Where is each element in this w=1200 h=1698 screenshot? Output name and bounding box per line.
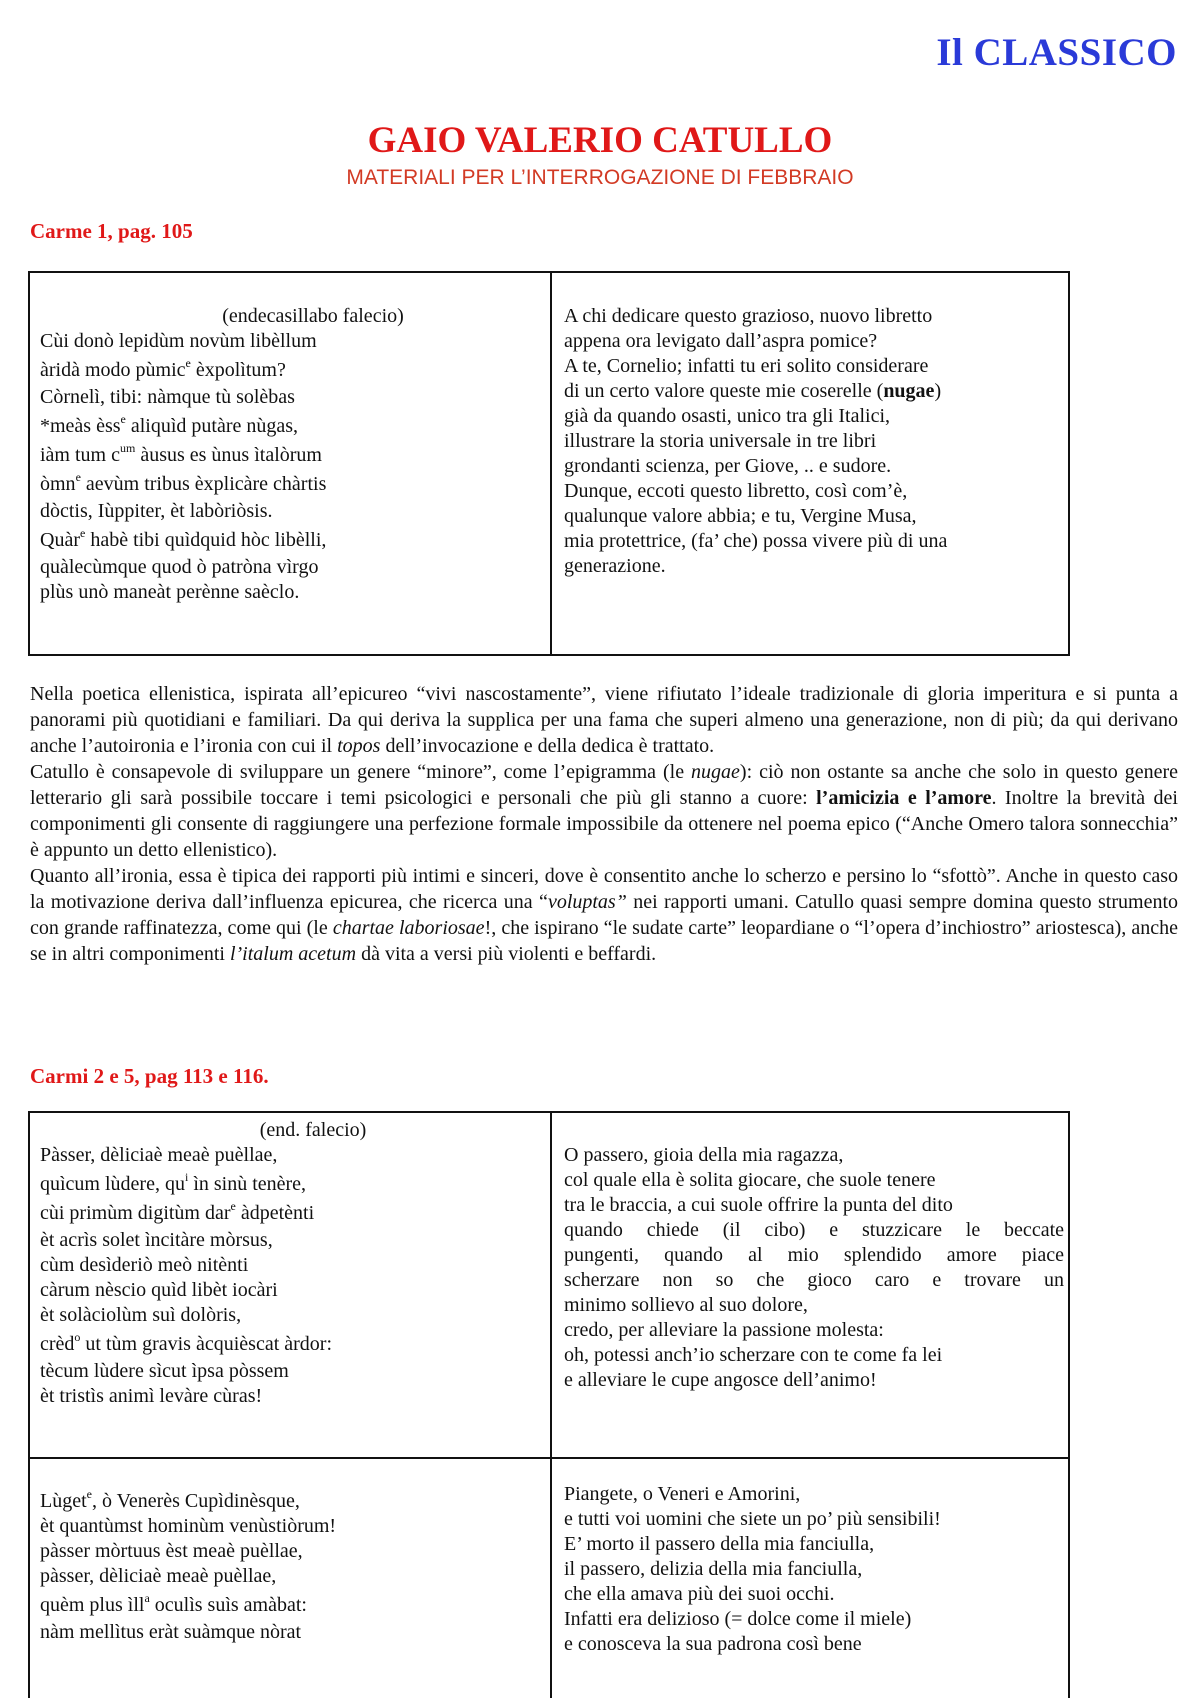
verse-line: crèd$^o$ ut tùm gravis àcquièscat àrdor: <box>40 1330 333 1355</box>
translation-line: Infatti era delizioso (= dolce come il miele) <box>564 1608 912 1630</box>
verse-line: èt quantùmst hominùm venùstiòrum! <box>40 1515 337 1537</box>
translation-line: qualunque valore abbia; e tu, Vergine Musa, <box>564 505 917 527</box>
meter-label: (end. falecio) <box>259 1119 367 1141</box>
translation-line: illustrare la storia universale in tre libri <box>564 430 877 452</box>
translation-line: che ella amava più dei suoi occhi. <box>564 1583 835 1605</box>
section-heading-carme-1: Carme 1, pag. 105 <box>30 219 193 243</box>
translation-line: E’ morto il passero della mia fanciulla, <box>564 1533 875 1555</box>
carme-1-table <box>28 271 1070 656</box>
brand-title: Il CLASSICO <box>936 31 1177 74</box>
translation-line: appena ora levigato dall’aspra pomice? <box>564 330 878 352</box>
translation-line: O passero, gioia della mia ragazza, <box>564 1144 844 1166</box>
italian-translation-column <box>564 304 1064 579</box>
translation-line: generazione. <box>564 555 666 577</box>
section-heading-carmi-2-5: Carmi 2 e 5, pag 113 e 116. <box>30 1064 269 1088</box>
latin-text-column-carme-3 <box>40 1489 540 1645</box>
verse-line: pàsser mòrtuus èst meaè puèllae, <box>40 1540 303 1562</box>
translation-line: grondanti scienza, per Giove, .. e sudore. <box>564 455 892 477</box>
verse-line: Lùget$^e$, ò Venerès Cupìdinèsque, <box>40 1487 300 1512</box>
commentary-paragraph: Catullo è consapevole di sviluppare un genere “minore”, come l’epigramma (le nugae): ciò non ostante sa anche che solo in questo genere letterario gli sarà possibile toccare i temi psicologici e personali che più gli stanno a cuore: l’amicizia e l’amore. Inoltre la brevità dei componimenti gli consente di raggiungere una perfezione formale impossibile da ottenere nel poema epico (“Anche Omero talora sonnecchia” è appunto un detto ellenistico). <box>30 761 1179 861</box>
verse-line: pàsser, dèliciaè meaè puèllae, <box>40 1565 277 1587</box>
translation-line: credo, per alleviare la passione molesta: <box>564 1319 884 1341</box>
verse-line: tècum lùdere sìcut ìpsa pòssem <box>40 1360 289 1382</box>
translation-line: di un certo valore queste mie coserelle (nugae) <box>564 380 942 402</box>
verse-line: dòctis, Iùppiter, èt labòriòsis. <box>40 500 273 522</box>
latin-text-column <box>40 304 540 605</box>
translation-line: e tutti voi uomini che siete un po’ più sensibili! <box>564 1508 941 1530</box>
commentary-paragraph: Nella poetica ellenistica, ispirata all’epicureo “vivi nascostamente”, viene rifiutato l’ideale tradizionale di gloria imperitura e si punta a panorami più quotidiani e familiari. Da qui deriva la supplica per una fama che superi almeno una generazione, non di più; da qui derivano anche l’autoironia e l’ironia con cui il topos dell’invocazione e della dedica è trattato. <box>30 683 1178 757</box>
italian-translation-column-carme-2 <box>564 1143 1064 1393</box>
verse-line: Cùi donò lepidùm novùm libèllum <box>40 330 317 352</box>
translation-line: già da quando osasti, unico tra gli Italici, <box>564 405 891 427</box>
verse-line: plùs unò maneàt perènne saèclo. <box>40 581 300 603</box>
translation-line: tra le braccia, a cui suole offrire la punta del dito <box>564 1194 953 1216</box>
translation-line: col quale ella è solita giocare, che suole tenere <box>564 1169 936 1191</box>
translation-line: mia protettrice, (fa’ che) possa vivere più di una <box>564 530 948 552</box>
verse-line: Quàr$^e$ habè tibi quìdquid hòc libèlli, <box>40 526 327 551</box>
translation-line: Dunque, eccoti questo libretto, così com’è, <box>564 480 908 502</box>
verse-line: òmn$^e$ aevùm tribus èxplicàre chàrtis <box>40 470 327 495</box>
verse-line: *meàs èss$^e$ aliquìd putàre nùgas, <box>40 412 299 437</box>
verse-line: èt tristìs animì levàre cùras! <box>40 1385 263 1407</box>
carmi-2-5-table <box>28 1111 1070 1698</box>
translation-line: A chi dedicare questo grazioso, nuovo libretto <box>564 305 933 327</box>
row-divider <box>30 1457 1068 1459</box>
verse-line: quàlecùmque quod ò patròna vìrgo <box>40 556 319 578</box>
translation-line: A te, Cornelio; infatti tu eri solito considerare <box>564 355 929 377</box>
verse-line: nàm mellìtus eràt suàmque nòrat <box>40 1621 302 1643</box>
verse-line: quìcum lùdere, $qu^i$ ìn sinù tenère, <box>40 1170 307 1195</box>
italian-translation-column-carme-3 <box>564 1482 1064 1657</box>
translation-line: e alleviare le cupe angosce dell’animo! <box>564 1369 877 1391</box>
verse-line: quèm plus ìll$^a$ oculìs suìs amàbat: <box>40 1591 307 1616</box>
verse-line: èt solàciolùm suì dolòris, <box>40 1304 242 1326</box>
column-divider <box>550 1113 552 1698</box>
verse-line: àridà modo pùmic$^e$ èxpolìtum? <box>40 356 286 381</box>
page-subtitle: MATERIALI PER L’INTERROGAZIONE DI FEBBRAIO <box>346 166 854 189</box>
latin-text-column-carme-2 <box>40 1118 540 1409</box>
verse-line: cùm desìderiò meò nitènti <box>40 1254 249 1276</box>
commentary-paragraph: Quanto all’ironia, essa è tipica dei rapporti più intimi e sinceri, dove è consentito anche lo scherzo e persino lo “sfottò”. Anche in questo caso la motivazione deriva dall’influenza epicurea, che ricerca una “voluptas” nei rapporti umani. Catullo quasi sempre domina questo strumento con grande raffinatezza, come qui (le chartae laboriosae!, che ispirano “le sudate carte” leopardiane o “l’opera d’inchiostro” ariostesca), anche se in altri componimenti l’italum acetum dà vita a versi più violenti e beffardi. <box>30 865 1179 965</box>
translation-line: oh, potessi anch’io scherzare con te come fa lei <box>564 1344 943 1366</box>
column-divider <box>550 273 552 654</box>
meter-label: (endecasillabo falecio) <box>222 305 404 327</box>
translation-line: minimo sollievo al suo dolore, <box>564 1294 808 1316</box>
verse-line: Pàsser, dèliciaè meaè puèllae, <box>40 1144 278 1166</box>
translation-line: il passero, delizia della mia fanciulla, <box>564 1558 863 1580</box>
page-title: GAIO VALERIO CATULLO <box>367 120 833 161</box>
translation-line: Piangete, o Veneri e Amorini, <box>564 1483 801 1505</box>
verse-line: iàm tum $c^{um}$ àusus es ùnus ìtalòrum <box>40 441 322 466</box>
translation-line: pungenti, quando al mio splendido amore piace <box>564 1244 1064 1266</box>
translation-line: e conosceva la sua padrona così bene <box>564 1633 862 1655</box>
verse-line: Còrnelì, tibi: nàmque tù solèbas <box>40 386 295 408</box>
commentary-text <box>30 681 1178 967</box>
translation-line: scherzare non so che gioco caro e trovare un <box>564 1269 1064 1291</box>
verse-line: cùi primùm digitùm dar$^e$ àdpetènti <box>40 1199 315 1224</box>
translation-line: quando chiede (il cibo) e stuzzicare le beccate <box>564 1219 1064 1241</box>
verse-line: càrum nèscio quìd libèt iocàri <box>40 1279 278 1301</box>
verse-line: èt acrìs solet ìncitàre mòrsus, <box>40 1229 273 1251</box>
